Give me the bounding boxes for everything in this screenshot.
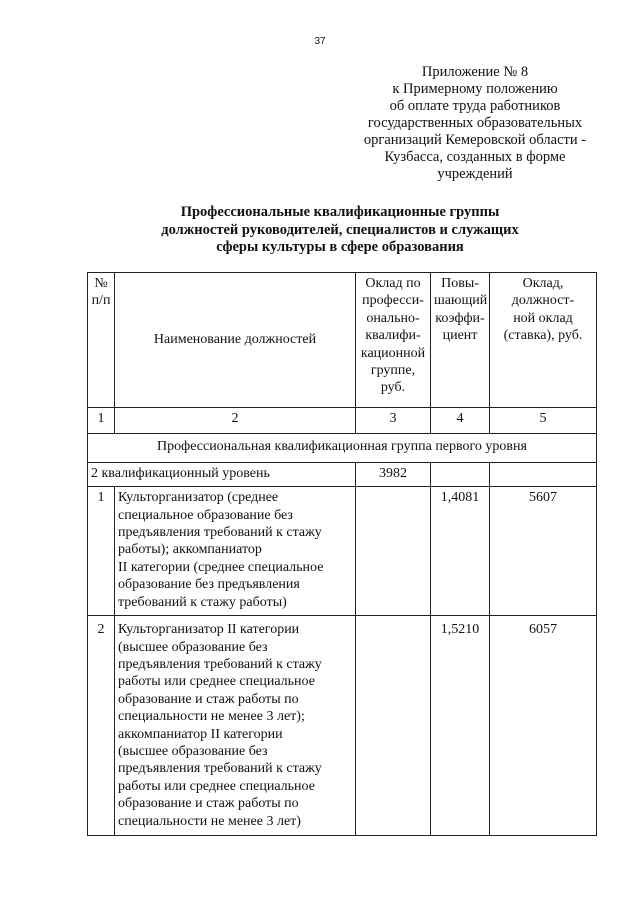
table-row xyxy=(88,487,597,616)
header-salary: Оклад, должност- ной оклад (ставка), руб. xyxy=(490,273,597,408)
title-line: Профессиональные квалификационные группы xyxy=(180,204,500,220)
row-coefficient: 1,5210 xyxy=(431,616,490,836)
position-name: Культорганизатор (среднее специальное образование без предъявления требований к стажу работы); аккомпаниатор II категории (среднее специальное образование без предъявления требований к стажу работы) xyxy=(115,487,356,616)
empty-cell xyxy=(356,487,431,616)
level-label: 2 квалификационный уровень xyxy=(88,462,356,486)
appendix-line: Приложение № 8 xyxy=(421,64,529,80)
table-header-row xyxy=(88,273,597,408)
empty-cell xyxy=(431,462,490,486)
level-row xyxy=(88,462,597,486)
header-num: № п/п xyxy=(88,273,115,408)
title-line: должностей руководителей, специалистов и служащих xyxy=(161,221,519,238)
column-number: 5 xyxy=(490,408,597,434)
header-coefficient: Повы- шающий коэффи- циент xyxy=(431,273,490,408)
page-number: 37 xyxy=(314,36,326,47)
column-numbers-row xyxy=(88,408,597,434)
row-num: 1 xyxy=(88,487,115,616)
table-row xyxy=(88,616,597,836)
document-title xyxy=(110,204,570,257)
appendix-note xyxy=(355,64,595,183)
row-salary: 5607 xyxy=(490,487,597,616)
group-title-row xyxy=(88,434,597,462)
empty-cell xyxy=(356,616,431,836)
appendix-line: к Примерному положению xyxy=(392,81,558,97)
column-number: 2 xyxy=(115,408,356,434)
position-name: Культорганизатор II категории (высшее образование без предъявления требований к стажу работы или среднее специальное образование и стаж работы по специальности не менее 3 лет); аккомпаниатор II категории (высшее образование без предъявления требований к стажу работы или среднее специальное образование и стаж работы по специальности не менее 3 лет) xyxy=(115,616,356,836)
empty-cell xyxy=(490,462,597,486)
row-coefficient: 1,4081 xyxy=(431,487,490,616)
salary-table xyxy=(87,272,597,836)
row-num: 2 xyxy=(88,616,115,836)
header-salary-group: Оклад по професси- онально- квалифи- кационной группе, руб. xyxy=(356,273,431,408)
column-number: 1 xyxy=(88,408,115,434)
column-number: 4 xyxy=(431,408,490,434)
title-line: сферы культуры в сфере образования xyxy=(216,239,464,255)
row-salary: 6057 xyxy=(490,616,597,836)
appendix-line: учреждений xyxy=(437,166,513,182)
appendix-line: государственных образовательных xyxy=(367,115,583,131)
group-title: Профессиональная квалификационная группа первого уровня xyxy=(88,434,597,462)
level-salary: 3982 xyxy=(356,462,431,486)
column-number: 3 xyxy=(356,408,431,434)
appendix-line: организаций Кемеровской области - xyxy=(363,132,587,148)
appendix-line: Кузбасса, созданных в форме xyxy=(384,149,566,165)
header-name: Наименование должностей xyxy=(115,273,356,408)
appendix-line: об оплате труда работников xyxy=(389,98,561,114)
